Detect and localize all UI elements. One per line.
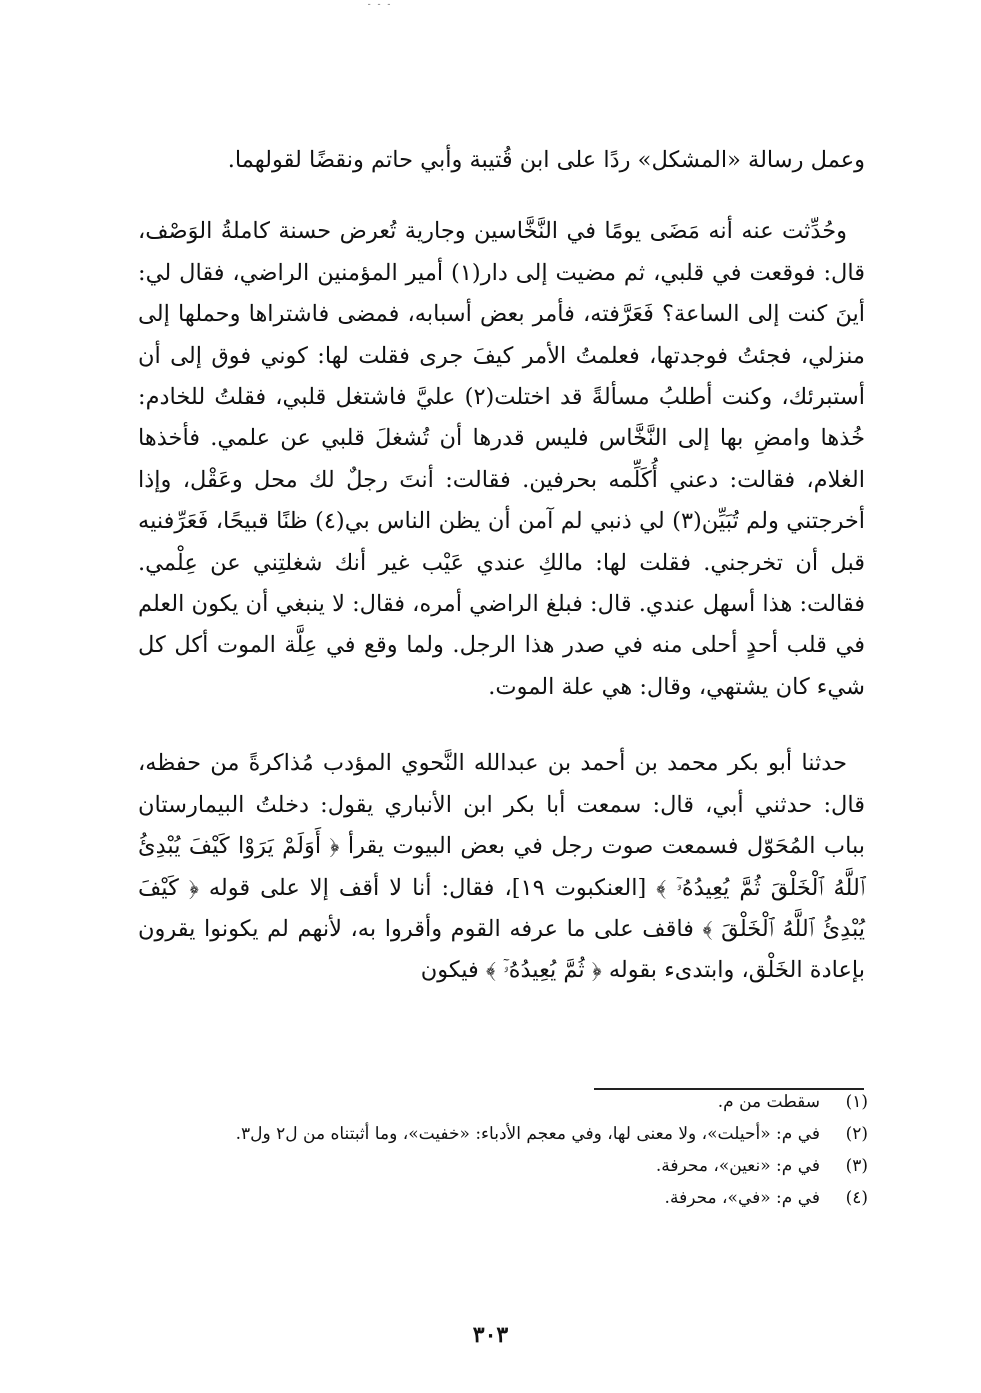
main-text [138,140,865,992]
paragraph-risala: وعمل رسالة «المشكل» ردًا على ابن قُتيبة وأبي حاتم ونقضًا لقولهما. [227,147,865,173]
top-scan-marks: - - - [367,0,393,10]
footnote-number: (٣) [845,1156,868,1176]
footnote [138,1150,868,1182]
footnote-number: (١) [845,1092,868,1112]
page-number: ٣٠٣ [472,1322,509,1348]
footnote [138,1086,868,1118]
footnote-text: سقطت من م. [717,1092,820,1112]
footnotes [138,1086,868,1214]
footnote-text: في م: «في»، محرفة. [664,1188,820,1208]
footnote-text: في م: «أحيلت»، ولا معنى لها، وفي معجم الأدباء: «خفيت»، وما أثبتناه من ل٢ ول٣. [235,1124,820,1144]
footnote-number: (٤) [845,1188,868,1208]
footnote-number: (٢) [845,1124,868,1144]
footnote [138,1182,868,1214]
footnote [138,1118,868,1150]
footnote-text: في م: «نعين»، محرفة. [655,1156,820,1176]
paragraph-jariya-story: وحُدِّثت عنه أنه مَضَى يومًا في النَّخَّاسين وجارية تُعرض حسنة كاملةُ الوَصْف، قال: فوقعت في قلبي، ثم مضيت إلى دار(١) أمير المؤمنين الراضي، فقال لي: أينَ كنت إلى الساعة؟ فَعَرَّفته، فأمر بعض أسبابه، فمضى فاشتراها وحملها إلى منزلي، فجئتُ فوجدتها، فعلمتُ الأمر كيفَ جرى فقلت لها: كوني فوق إلى أن أستبرئك، وكنت أطلبُ مسألةً قد اختلت(٢) عليَّ فاشتغل قلبي، فقلتُ للخادم: خُذها وامضِ بها إلى النَّخَّاس فليس قدرها أن تُشغلَ قلبي عن علمي. فأخذها الغلام، فقالت: دعني أُكَلِّمه بحرفين. فقالت: أنتَ رجلٌ لك محل وعَقْل، وإذا أخرجتني ولم تُبَيِّن(٣) لي ذنبي لم آمن أن يظن الناس بي(٤) ظنًا قبيحًا، فَعَرِّفنيه قبل أن تخرجني. فقلت لها: مالكِ عندي عَيْب غير أنك شغلتِني عن عِلْمي. فقالت: هذا أسهل عندي. قال: فبلغ الراضي أمره، فقال: لا ينبغي أن يكون العلم في قلب أحدٍ أحلى منه في صدر هذا الرجل. ولما وقع في عِلَّة الموت أكل كل شيء كان يشتهي، وقال: هي علة الموت. [138,218,866,700]
paragraph-bimaristan-story: حدثنا أبو بكر محمد بن أحمد بن عبدالله النَّحوي المؤدب مُذاكرةً من حفظه، قال: حدثني أبي، قال: سمعت أبا بكر ابن الأنباري يقول: دخلتُ البيمارستان بباب المُحَوّل فسمعت صوت رجل في بعض البيوت يقرأ ﴿ أَوَلَمْ يَرَوْا كَيْفَ يُبْدِئُ ٱللَّهُ ٱلْخَلْقَ ثُمَّ يُعِيدُهُۥٓ ﴾ [العنكبوت ١٩]، فقال: أنا لا أقف إلا على قوله ﴿ كَيْفَ يُبْدِئُ ٱللَّهُ ٱلْخَلْقَ ﴾ فاقف على ما عرفه القوم وأقروا به، لأنهم لم يكونوا يقرون بإعادة الخَلْق، وابتدىء بقوله ﴿ ثُمَّ يُعِيدُهُۥٓ ﴾ فيكون [138,750,865,984]
